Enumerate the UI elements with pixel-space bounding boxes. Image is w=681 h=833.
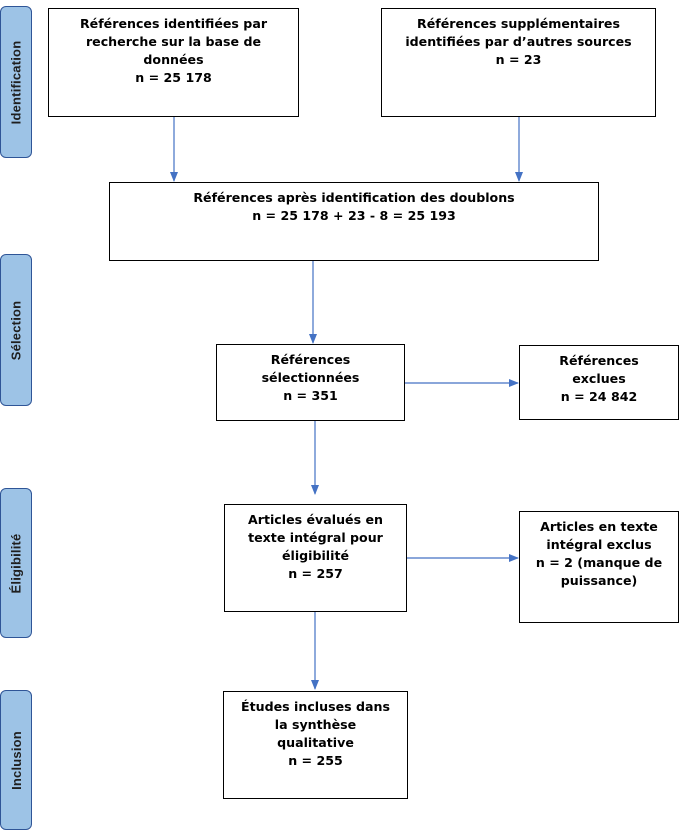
box-deduplicated: Références après identification des doublons n = 25 178 + 23 - 8 = 25 193 xyxy=(109,182,599,261)
box-included-studies: Études incluses dans la synthèse qualitative n = 255 xyxy=(223,691,408,799)
box-other-sources: Références supplémentaires identifiées par d’autres sources n = 23 xyxy=(381,8,656,117)
box-database-records: Références identifiées par recherche sur la base de données n = 25 178 xyxy=(48,8,299,117)
stage-identification-label: Identification xyxy=(8,40,24,124)
box-fulltext-assessed: Articles évalués en texte intégral pour éligibilité n = 257 xyxy=(224,504,407,612)
box-screened: Références sélectionnées n = 351 xyxy=(216,344,405,421)
box-excluded: Références exclues n = 24 842 xyxy=(519,345,679,420)
stage-inclusion-label: Inclusion xyxy=(8,730,24,790)
stage-selection-label: Sélection xyxy=(8,300,24,360)
stage-eligibility-label: Éligibilité xyxy=(8,533,24,593)
box-fulltext-excluded: Articles en texte intégral exclus n = 2 (manque de puissance) xyxy=(519,511,679,623)
